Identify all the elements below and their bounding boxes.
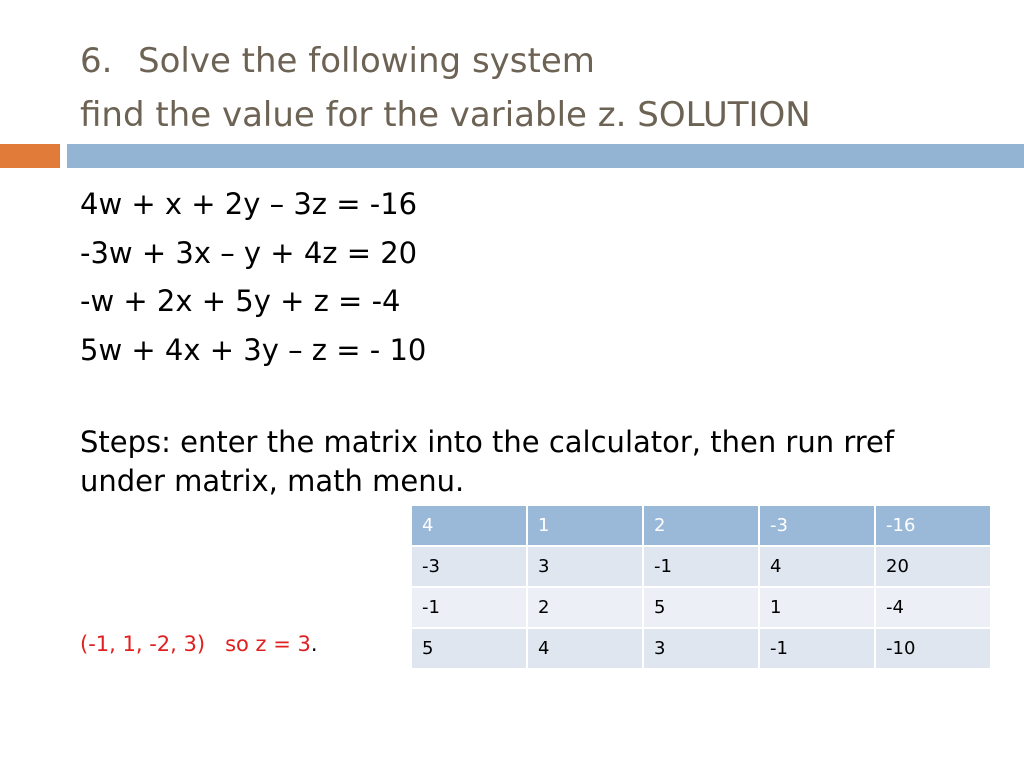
equation-list: [80, 180, 426, 374]
table-row: [411, 587, 991, 628]
accent-bar-blue: [67, 144, 1024, 168]
table-cell: 20: [875, 546, 991, 587]
accent-bar-orange: [0, 144, 60, 168]
table-cell: 1: [527, 505, 643, 546]
solution-tuple: (-1, 1, -2, 3): [80, 632, 206, 656]
table-cell: -16: [875, 505, 991, 546]
title-text-1: Solve the following system: [138, 41, 595, 81]
table-row: [411, 546, 991, 587]
solution-text: [80, 632, 318, 656]
table-cell: -1: [411, 587, 527, 628]
table-cell: 3: [643, 628, 759, 669]
equation-1: 4w + x + 2y – 3z = -16: [80, 187, 418, 221]
table-row: [411, 628, 991, 669]
solution-answer: so z = 3: [225, 632, 311, 656]
slide-title: [80, 34, 811, 142]
title-line-2: find the value for the variable z. SOLUTION: [80, 95, 811, 135]
augmented-matrix-table: [410, 504, 992, 670]
table-cell: 4: [759, 546, 875, 587]
table-cell: 1: [759, 587, 875, 628]
table-row: [411, 505, 991, 546]
table-cell: 4: [411, 505, 527, 546]
table-cell: 5: [643, 587, 759, 628]
table-cell: -1: [643, 546, 759, 587]
steps-text: Steps: enter the matrix into the calculator, then run rref under matrix, math menu.: [80, 425, 895, 498]
problem-number: 6.: [80, 41, 113, 81]
table-cell: -4: [875, 587, 991, 628]
table-cell: 3: [527, 546, 643, 587]
solution-period: .: [310, 632, 318, 656]
table-cell: 2: [643, 505, 759, 546]
table-cell: -3: [411, 546, 527, 587]
title-line-1: [80, 34, 811, 88]
table-cell: -10: [875, 628, 991, 669]
table-cell: 5: [411, 628, 527, 669]
table-cell: 2: [527, 587, 643, 628]
equation-4: 5w + 4x + 3y – z = - 10: [80, 332, 427, 367]
equation-2: -3w + 3x – y + 4z = 20: [80, 235, 418, 270]
table-cell: -1: [759, 628, 875, 669]
table-cell: 4: [527, 628, 643, 669]
equation-3: -w + 2x + 5y + z = -4: [80, 284, 401, 318]
table-cell: -3: [759, 505, 875, 546]
